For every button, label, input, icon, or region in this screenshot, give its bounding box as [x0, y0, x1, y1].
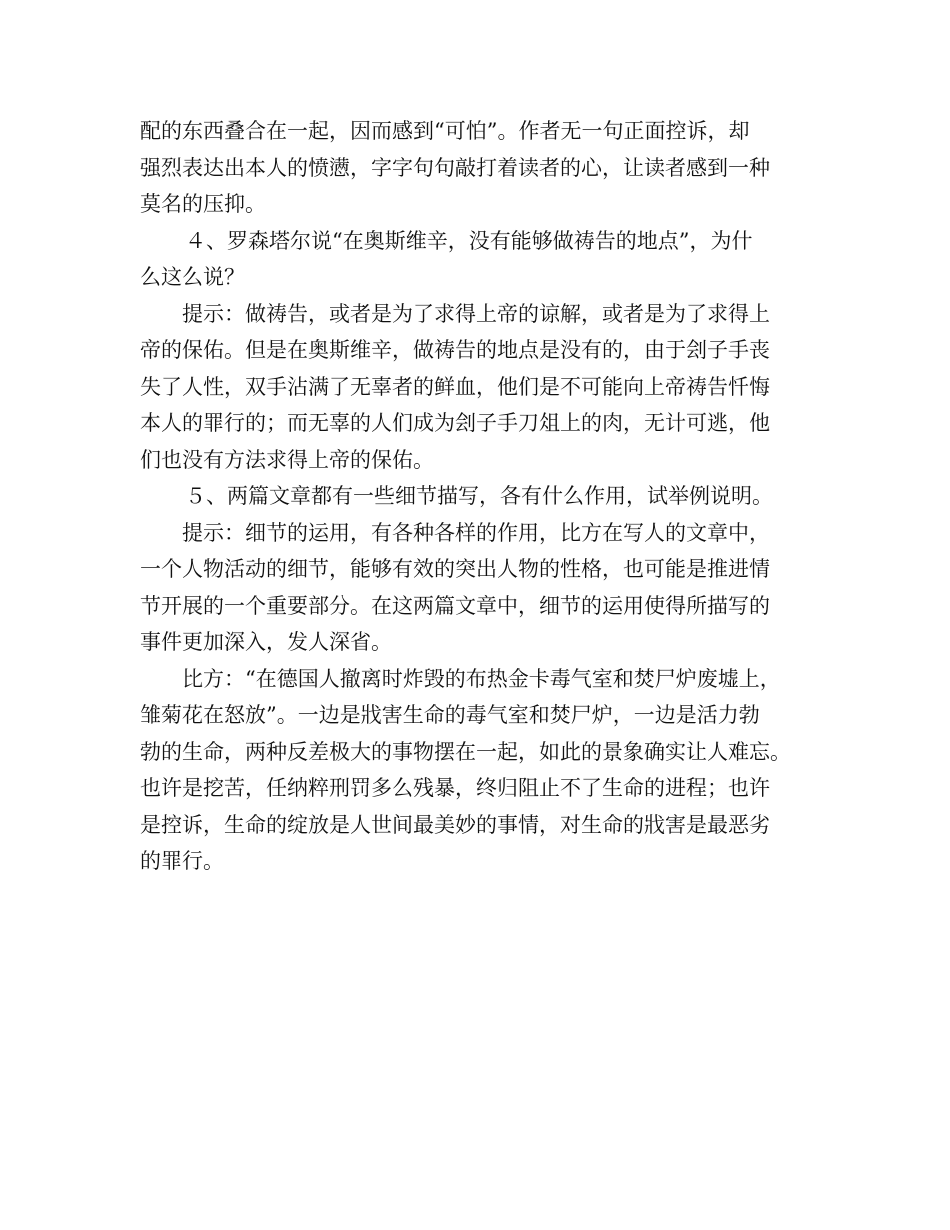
text-line: 本人的罪行的；而无辜的人们成为刽子手刀俎上的肉，无计可逃，他 — [140, 411, 770, 435]
text-line: 提示：做祷告，或者是为了求得上帝的谅解，或者是为了求得上 — [182, 301, 770, 326]
text-line: 的罪行。 — [140, 849, 224, 873]
text-line: 么这么说？ — [140, 265, 245, 289]
text-line: ５、两篇文章都有一些细节描写，各有什么作用，试举例说明。 — [185, 484, 773, 508]
text-line: 雏菊花在怒放”。一边是戕害生命的毒气室和焚尸炉，一边是活力勃 — [140, 703, 760, 727]
text-line: 强烈表达出本人的愤懑，字字句句敲打着读者的心，让读者感到一种 — [140, 155, 770, 180]
text-line: ４、罗森塔尔说“在奥斯维辛，没有能够做祷告的地点”，为什 — [185, 228, 753, 253]
text-line: 事件更加深入，发人深省。 — [140, 630, 392, 654]
text-line: 比方：“在德国人撤离时炸毁的布热金卡毒气室和焚尸炉废墟上， — [182, 666, 781, 691]
text-line: 失了人性，双手沾满了无辜者的鲜血，他们是不可能向上帝祷告忏悔 — [140, 374, 770, 399]
text-line: 莫名的压抑。 — [140, 192, 266, 216]
text-line: 配的东西叠合在一起，因而感到“可怕”。作者无一句正面控诉，却 — [140, 119, 750, 143]
text-line: 一个人物活动的细节，能够有效的突出人物的性格，也可能是推进情 — [140, 557, 770, 581]
document-body — [140, 113, 830, 880]
text-line: 是控诉，生命的绽放是人世间最美妙的事情，对生命的戕害是最恶劣 — [140, 812, 770, 837]
text-line: 提示：细节的运用，有各种各样的作用，比方在写人的文章中， — [182, 520, 770, 545]
text-line: 帝的保佑。但是在奥斯维辛，做祷告的地点是没有的，由于刽子手丧 — [140, 338, 770, 362]
text-line: 们也没有方法求得上帝的保佑。 — [140, 447, 434, 472]
text-line: 勃的生命，两种反差极大的事物摆在一起，如此的景象确实让人难忘。 — [140, 739, 791, 764]
text-line: 也许是挖苦，任纳粹刑罚多么残暴，终归阻止不了生命的进程；也许 — [140, 776, 770, 800]
text-line: 节开展的一个重要部分。在这两篇文章中，细节的运用使得所描写的 — [140, 593, 770, 618]
